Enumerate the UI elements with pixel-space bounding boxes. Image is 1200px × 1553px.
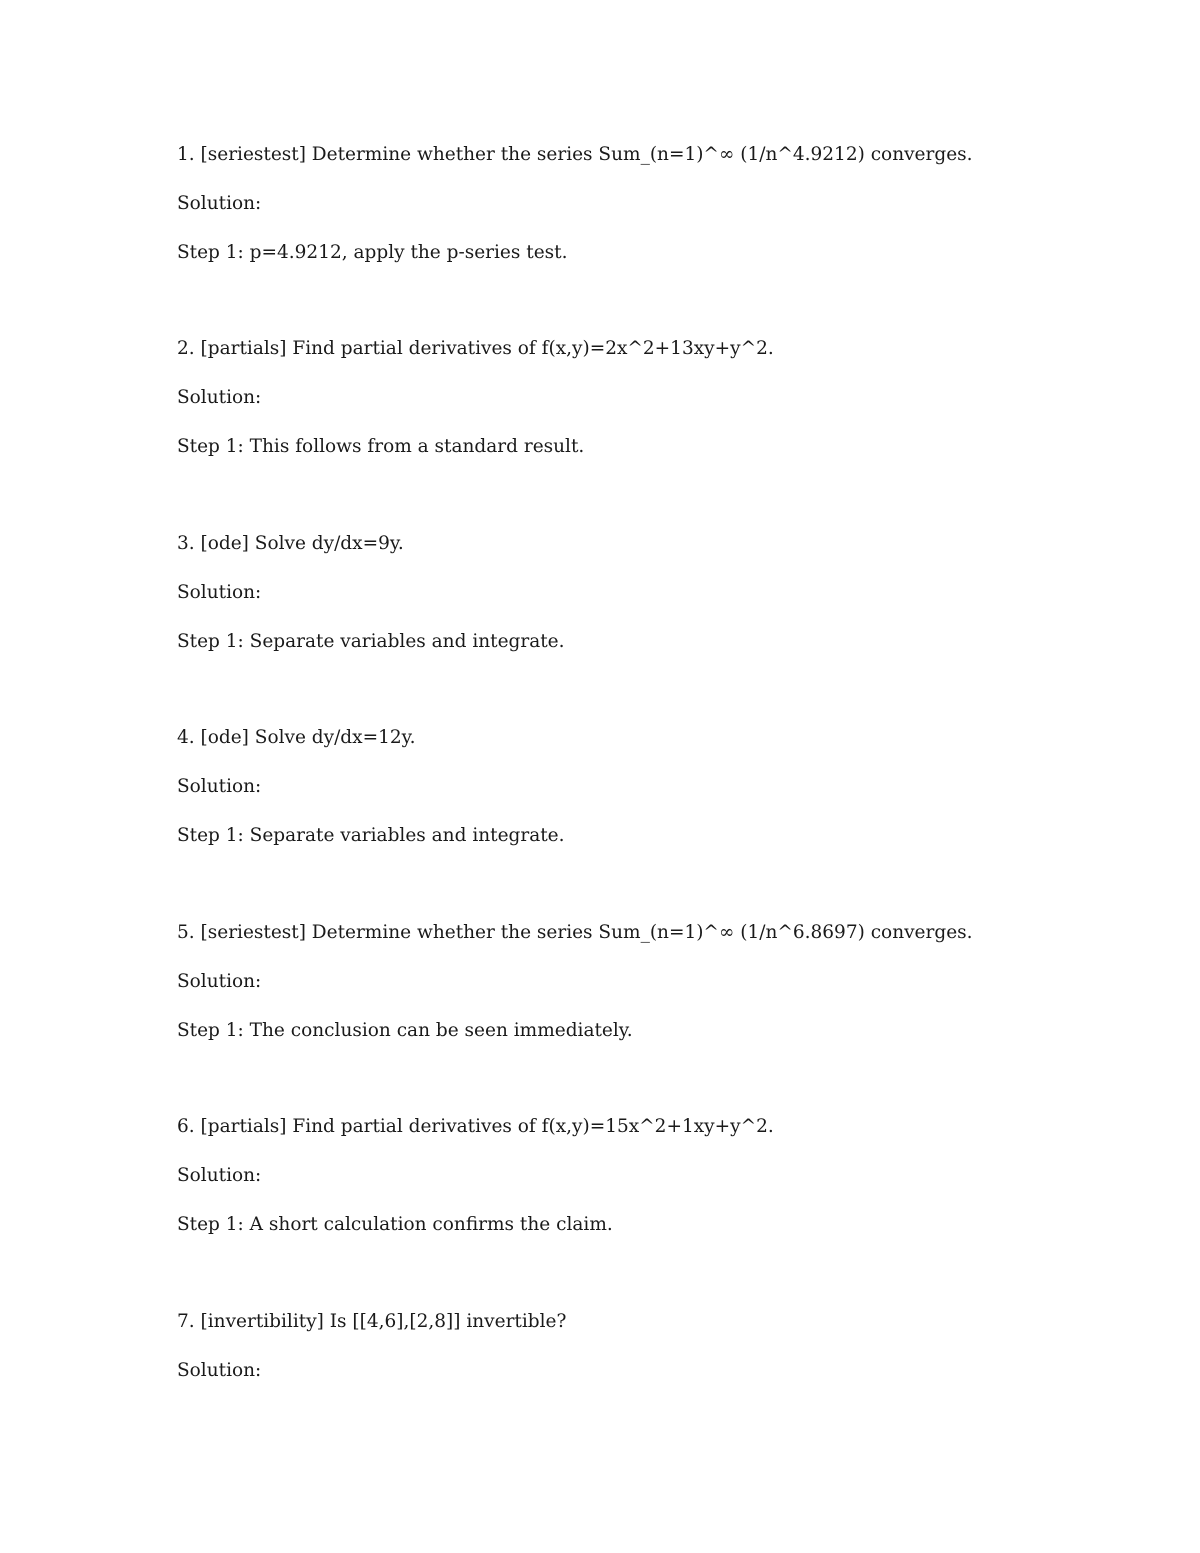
solution-label: Solution: xyxy=(177,582,262,603)
solution-step: Step 1: This follows from a standard result. xyxy=(177,436,585,457)
problem-4 xyxy=(177,726,1117,848)
problem-6 xyxy=(177,1115,1117,1237)
solution-step: Step 1: p=4.9212, apply the p-series test. xyxy=(177,242,568,263)
solution-step: Step 1: Separate variables and integrate. xyxy=(177,631,565,652)
problem-question: 4. [ode] Solve dy/dx=12y. xyxy=(177,727,416,748)
solution-label: Solution: xyxy=(177,387,262,408)
problem-2 xyxy=(177,337,1117,459)
solution-step: Step 1: The conclusion can be seen immediately. xyxy=(177,1020,633,1041)
problem-7 xyxy=(177,1310,1117,1383)
problem-question: 1. [seriestest] Determine whether the series Sum_(n=1)^∞ (1/n^4.9212) converges. xyxy=(177,144,973,165)
problem-3 xyxy=(177,532,1117,654)
problem-1 xyxy=(177,143,1117,265)
problem-5 xyxy=(177,921,1117,1043)
problem-question: 3. [ode] Solve dy/dx=9y. xyxy=(177,533,404,554)
solution-step: Step 1: A short calculation confirms the claim. xyxy=(177,1214,613,1235)
solution-label: Solution: xyxy=(177,971,262,992)
solution-label: Solution: xyxy=(177,1165,262,1186)
solution-label: Solution: xyxy=(177,1360,262,1381)
problem-question: 6. [partials] Find partial derivatives of f(x,y)=15x^2+1xy+y^2. xyxy=(177,1116,774,1137)
problem-question: 5. [seriestest] Determine whether the series Sum_(n=1)^∞ (1/n^6.8697) converges. xyxy=(177,922,973,943)
problem-question: 2. [partials] Find partial derivatives of f(x,y)=2x^2+13xy+y^2. xyxy=(177,338,774,359)
solution-step: Step 1: Separate variables and integrate. xyxy=(177,825,565,846)
problem-question: 7. [invertibility] Is [[4,6],[2,8]] invertible? xyxy=(177,1311,567,1332)
solution-label: Solution: xyxy=(177,193,262,214)
solution-label: Solution: xyxy=(177,776,262,797)
